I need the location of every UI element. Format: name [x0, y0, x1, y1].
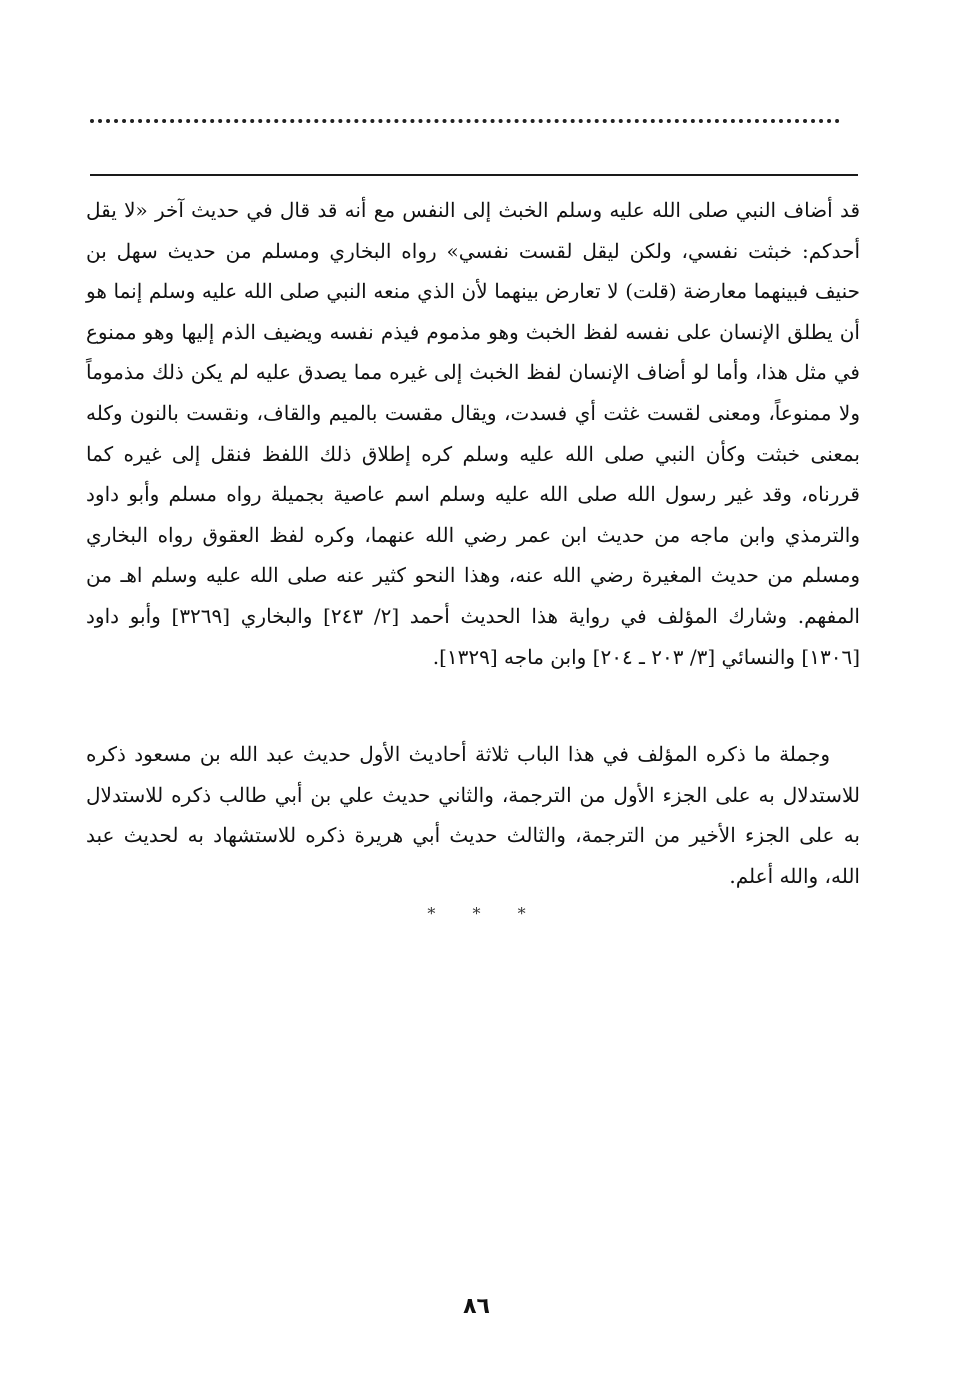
dotted-divider [90, 119, 840, 123]
commentary-paragraph-1: قد أضاف النبي صلى الله عليه وسلم الخبث إلى النفس مع أنه قد قال في حديث آخر «لا يقل أحدكم: خبثت نفسي، ولكن ليقل لقست نفسي» رواه البخاري ومسلم من حديث سهل بن حنيف فبينهما معارضة (قلت) لا تعارض بينهما لأن الذي منعه النبي صلى الله عليه وسلم إنما هو أن يطلق الإنسان على نفسه لفظ الخبث وهو مذموم فيذم نفسه ويضيف الذم إليها وهو ممنوع في مثل هذا، وأما لو أضاف الإنسان لفظ الخبث إلى غيره مما يصدق عليه لم يكن ذلك مذموماً ولا ممنوعاً، ومعنى لقست غثت أي فسدت، ويقال مقست بالميم والقاف، ونقست بالنون وكله بمعنى خبثت وكأن النبي صلى الله عليه وسلم كره إطلاق ذلك اللفظ فنقل إلى غيره كما قررناه، وقد غير رسول الله صلى الله عليه وسلم اسم عاصية بجميلة رواه مسلم وأبو داود والترمذي وابن ماجه من حديث ابن عمر رضي الله عنهما، وكره لفظ العقوق رواه البخاري ومسلم من حديث المغيرة رضي الله عنه، وهذا النحو كثير عنه صلى الله عليه وسلم اهـ من المفهم. وشارك المؤلف في رواية هذا الحديث أحمد [٢/ ٢٤٣] والبخاري [٣٢٦٩] وأبو داود [١٣٠٦] والنسائي [٣/ ٢٠٣ ـ ٢٠٤] وابن ماجه [١٣٢٩]. [86, 198, 860, 669]
page-number: ٨٦ [463, 1294, 490, 1319]
commentary-paragraph-2: وجملة ما ذكره المؤلف في هذا الباب ثلاثة أحاديث الأول حديث عبد الله بن مسعود ذكره للاستدلال به على الجزء الأول من الترجمة، والثاني حديث علي بن أبي طالب ذكره للاستدلال به على الجزء الأخير من الترجمة، والثالث حديث أبي هريرة ذكره للاستشهاد به لحديث عبد الله، والله أعلم. [86, 742, 860, 888]
section-separator [0, 904, 953, 923]
separator-star-icon: * [427, 904, 436, 923]
separator-star-icon: * [517, 904, 526, 923]
footnote-divider [90, 174, 858, 176]
separator-star-icon: * [472, 904, 481, 923]
